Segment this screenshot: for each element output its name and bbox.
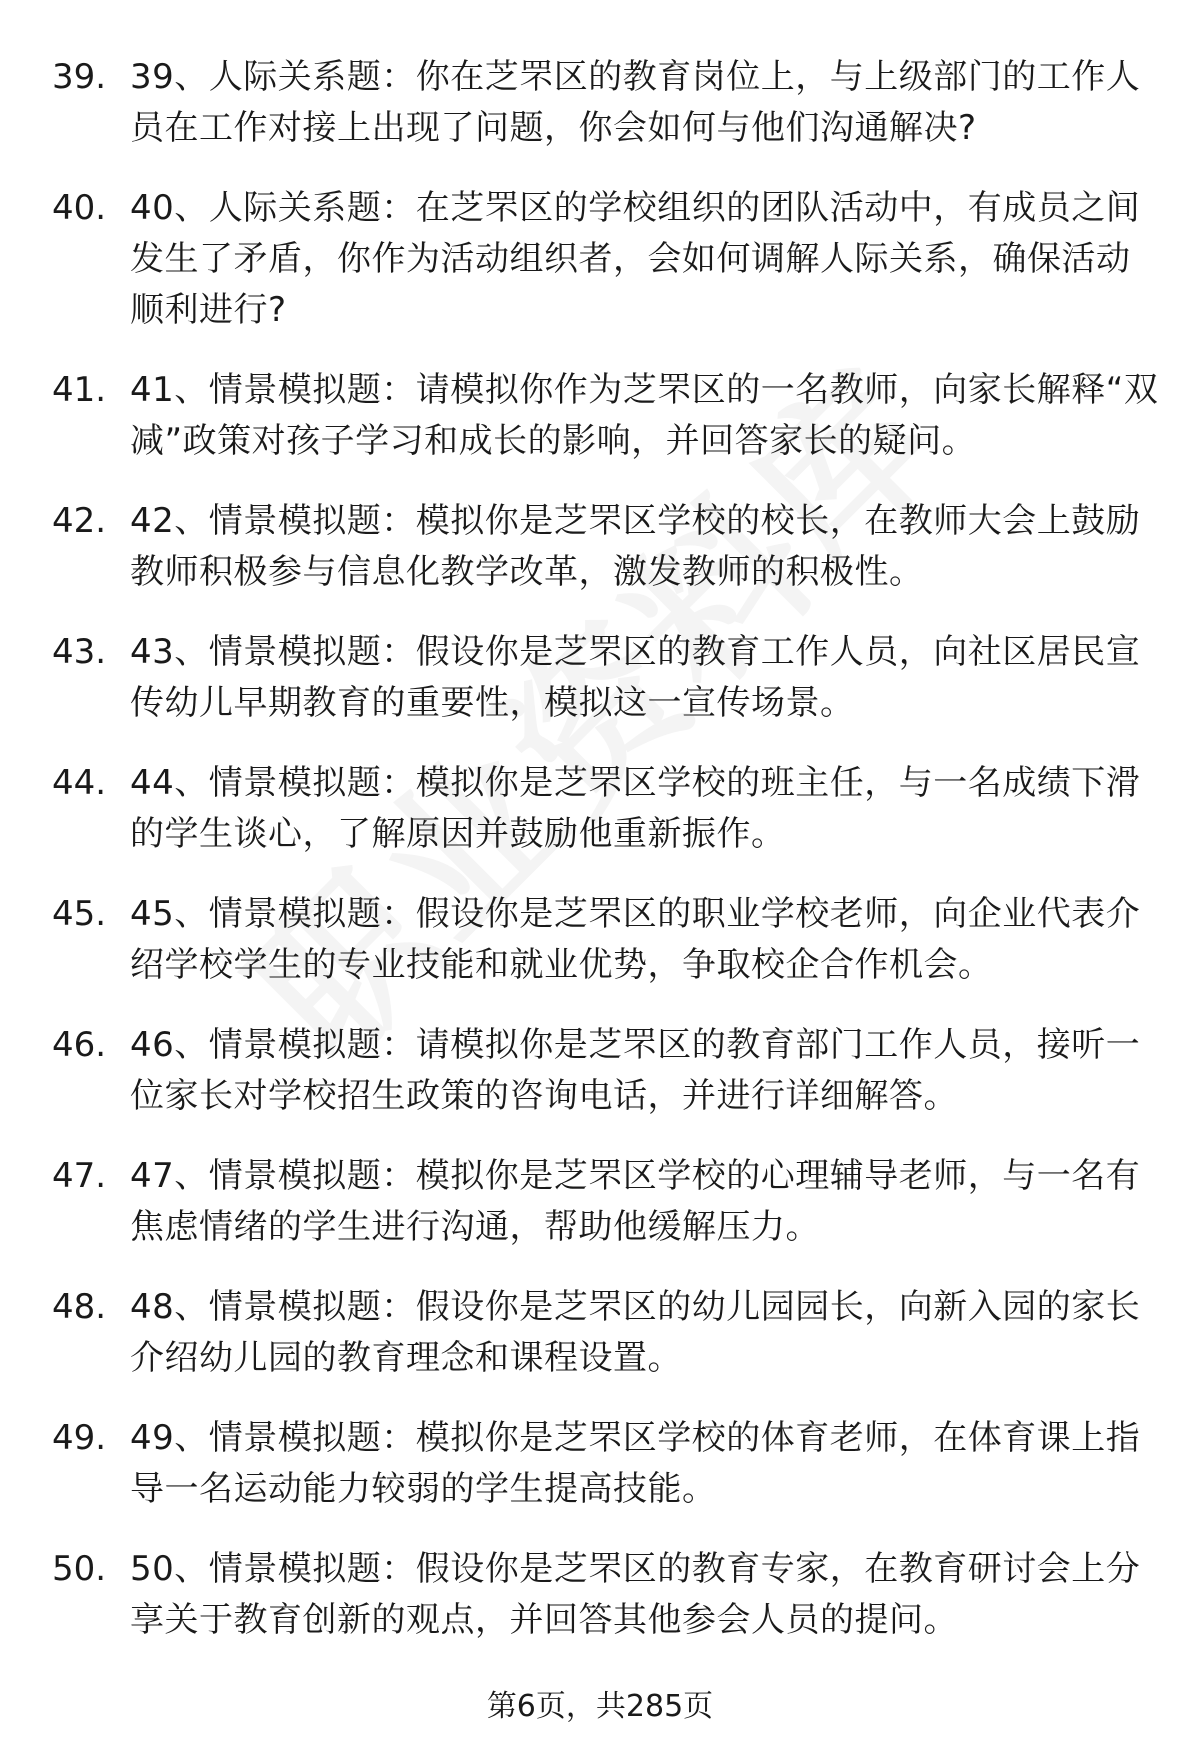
question-item — [0, 1151, 1200, 1253]
page-indicator: 第6页，共285页 — [486, 1689, 714, 1724]
question-text: 45、情景模拟题：假设你是芝罘区的职业学校老师，向企业代表介绍学校学生的专业技能和就业优势，争取校企合作机会。 — [130, 894, 1141, 985]
question-list — [0, 52, 1200, 1675]
question-item — [0, 1282, 1200, 1384]
question-number: 42. — [52, 501, 107, 541]
question-item — [0, 52, 1200, 154]
question-item — [0, 627, 1200, 729]
question-item — [0, 1020, 1200, 1122]
question-text: 46、情景模拟题：请模拟你是芝罘区的教育部门工作人员，接听一位家长对学校招生政策的咨询电话，并进行详细解答。 — [130, 1025, 1141, 1116]
question-item — [0, 183, 1200, 336]
question-text: 39、人际关系题：你在芝罘区的教育岗位上，与上级部门的工作人员在工作对接上出现了问题，你会如何与他们沟通解决? — [130, 57, 1141, 148]
question-text: 48、情景模拟题：假设你是芝罘区的幼儿园园长，向新入园的家长介绍幼儿园的教育理念和课程设置。 — [130, 1287, 1141, 1378]
question-item — [0, 889, 1200, 991]
question-text: 50、情景模拟题：假设你是芝罘区的教育专家，在教育研讨会上分享关于教育创新的观点，并回答其他参会人员的提问。 — [130, 1549, 1141, 1640]
question-number: 45. — [52, 894, 107, 934]
question-number: 41. — [52, 370, 107, 410]
question-item — [0, 365, 1200, 467]
question-text: 43、情景模拟题：假设你是芝罘区的教育工作人员，向社区居民宣传幼儿早期教育的重要性，模拟这一宣传场景。 — [130, 632, 1141, 723]
question-item — [0, 1413, 1200, 1515]
question-text: 49、情景模拟题：模拟你是芝罘区学校的体育老师，在体育课上指导一名运动能力较弱的学生提高技能。 — [130, 1418, 1141, 1509]
question-number: 46. — [52, 1025, 107, 1065]
question-number: 39. — [52, 57, 107, 97]
question-number: 40. — [52, 188, 107, 228]
question-number: 48. — [52, 1287, 107, 1327]
question-number: 44. — [52, 763, 107, 803]
question-text: 40、人际关系题：在芝罘区的学校组织的团队活动中，有成员之间发生了矛盾，你作为活动组织者，会如何调解人际关系，确保活动顺利进行? — [130, 188, 1141, 330]
question-item — [0, 758, 1200, 860]
question-text: 41、情景模拟题：请模拟你作为芝罘区的一名教师，向家长解释“双减”政策对孩子学习和成长的影响，并回答家长的疑问。 — [130, 370, 1159, 461]
question-text: 47、情景模拟题：模拟你是芝罘区学校的心理辅导老师，与一名有焦虑情绪的学生进行沟通，帮助他缓解压力。 — [130, 1156, 1141, 1247]
question-number: 47. — [52, 1156, 107, 1196]
question-text: 44、情景模拟题：模拟你是芝罘区学校的班主任，与一名成绩下滑的学生谈心，了解原因并鼓励他重新振作。 — [130, 763, 1141, 854]
question-text: 42、情景模拟题：模拟你是芝罘区学校的校长，在教师大会上鼓励教师积极参与信息化教学改革，激发教师的积极性。 — [130, 501, 1141, 592]
question-number: 43. — [52, 632, 107, 672]
question-number: 50. — [52, 1549, 107, 1589]
question-item — [0, 1544, 1200, 1646]
question-number: 49. — [52, 1418, 107, 1458]
question-item — [0, 496, 1200, 598]
